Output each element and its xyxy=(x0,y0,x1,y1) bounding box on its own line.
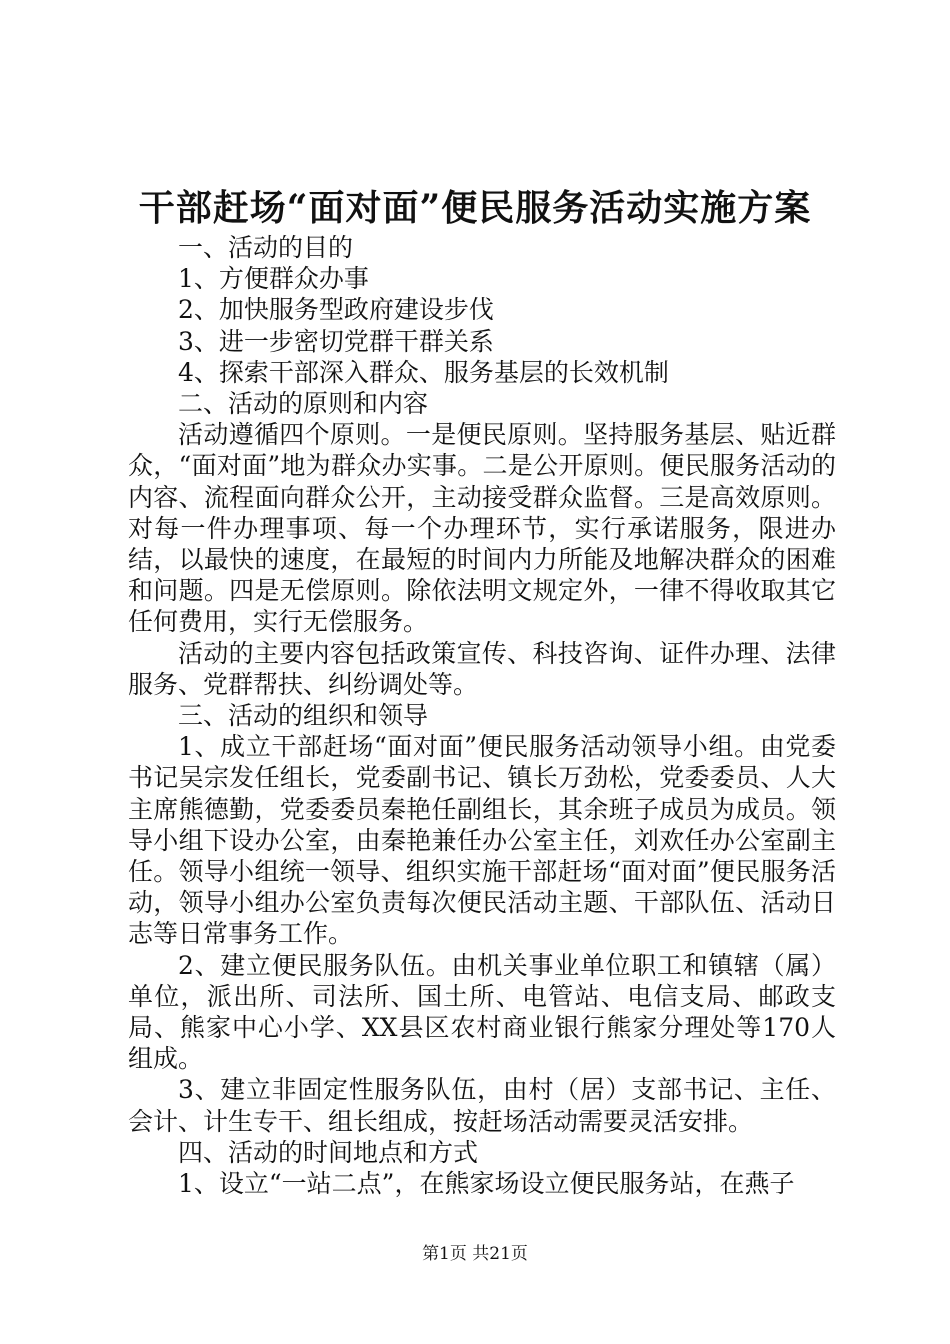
page-footer: 第1页 共21页 xyxy=(422,1244,528,1264)
list-item: 1、方便群众办事 xyxy=(178,264,369,294)
body-paragraph: 1、设立“一站二点”，在熊家场设立便民服务站，在燕子 xyxy=(178,1169,795,1199)
section-heading-4: 四、活动的时间地点和方式 xyxy=(178,1137,479,1167)
document-body xyxy=(128,232,836,1199)
section-heading-2: 二、活动的原则和内容 xyxy=(178,389,429,419)
list-item: 4、探索干部深入群众、服务基层的长效机制 xyxy=(178,357,669,387)
list-item: 2、加快服务型政府建设步伐 xyxy=(178,295,494,325)
body-paragraph: 活动遵循四个原则。一是便民原则。坚持服务基层、贴近群众，“面对面”地为群众办实事。二是公开原则。便民服务活动的内容、流程面向群众公开，主动接受群众监督。三是高效原则。对每一件办理事项、每一个办理环节，实行承诺服务，限进办结，以最快的速度，在最短的时间内力所能及地解决群众的困难和问题。四是无偿原则。除依法明文规定外，一律不得收取其它任何费用，实行无偿服务。 xyxy=(128,420,836,637)
section-heading-3: 三、活动的组织和领导 xyxy=(178,701,429,731)
body-paragraph: 1、成立干部赶场“面对面”便民服务活动领导小组。由党委书记吴宗发任组长，党委副书记、镇长万劲松，党委委员、人大主席熊德勤，党委委员秦艳任副组长，其余班子成员为成员。领导小组下设办公室，由秦艳兼任办公室主任，刘欢任办公室副主任。领导小组统一领导、组织实施干部赶场“面对面”便民服务活动，领导小组办公室负责每次便民活动主题、干部队伍、活动日志等日常事务工作。 xyxy=(128,732,836,949)
section-heading-1: 一、活动的目的 xyxy=(178,233,354,262)
list-item: 3、进一步密切党群干群关系 xyxy=(178,326,494,356)
body-paragraph: 3、建立非固定性服务队伍，由村（居）支部书记、主任、会计、计生专干、组长组成，按赶场活动需要灵活安排。 xyxy=(128,1075,836,1136)
body-paragraph: 2、建立便民服务队伍。由机关事业单位职工和镇辖（属）单位，派出所、司法所、国土所、电管站、电信支局、邮政支局、熊家中心小学、XX县区农村商业银行熊家分理处等170人组成。 xyxy=(128,950,836,1074)
body-paragraph: 活动的主要内容包括政策宣传、科技咨询、证件办理、法律服务、党群帮扶、纠纷调处等。 xyxy=(128,638,836,699)
document-title: 干部赶场“面对面”便民服务活动实施方案 xyxy=(138,187,812,229)
